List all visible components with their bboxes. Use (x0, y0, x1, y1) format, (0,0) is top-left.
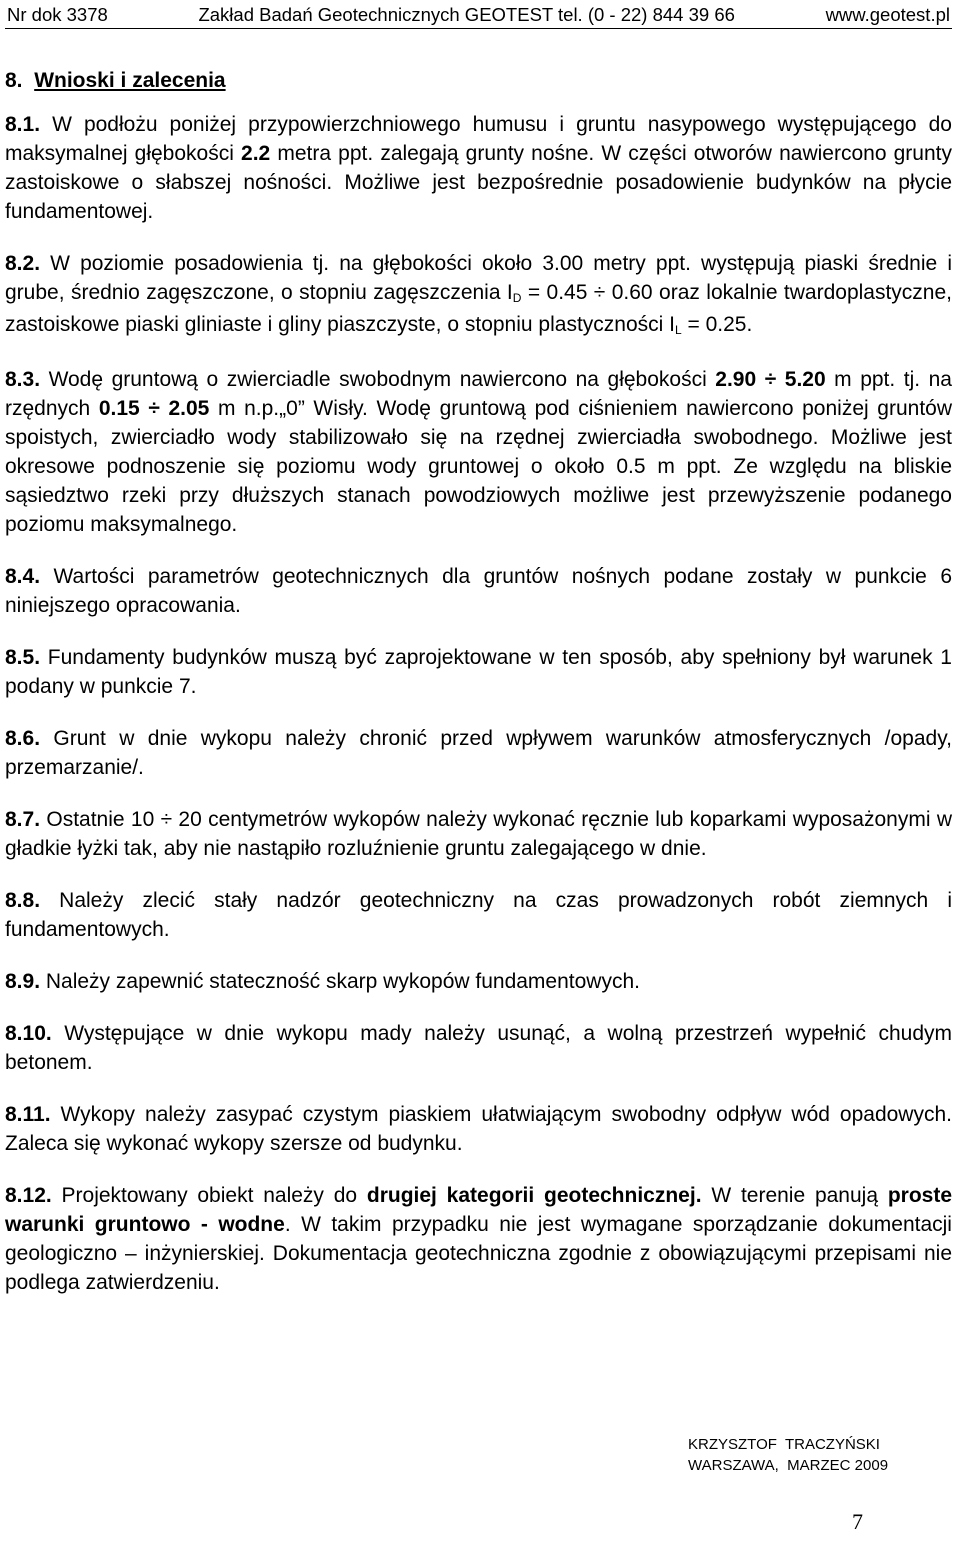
signature-name: KRZYSZTOF TRACZYŃSKI (688, 1436, 880, 1453)
paragraph-8-4 (5, 562, 952, 620)
paragraph-number: 8.12. (5, 1184, 52, 1207)
paragraph-text: Wartości parametrów geotechnicznych dla gruntów nośnych podane zostały w punkcie 6 niniejszego opracowania. (5, 565, 952, 617)
subscript-l: L (674, 323, 682, 337)
paragraph-text: Ostatnie 10 ÷ 20 centymetrów wykopów należy wykonać ręcznie lub koparkami wyposażonymi w gładkie łyżki tak, aby nie nastąpiło rozluźnienie gruntu zalegającego w dnie. (5, 808, 952, 860)
signature-place-date: WARSZAWA, MARZEC 2009 (688, 1457, 889, 1474)
paragraph-8-5 (5, 643, 952, 701)
section-number: 8. (5, 69, 23, 92)
paragraph-bold-text: 2.90 ÷ 5.20 (715, 368, 826, 391)
paragraph-number: 8.8. (5, 889, 41, 912)
paragraph-8-10 (5, 1019, 952, 1077)
page-header (5, 1, 952, 29)
paragraph-text: Należy zlecić stały nadzór geotechniczny na czas prowadzonych robót ziemnych i fundamentowych. (5, 889, 952, 941)
paragraph-number: 8.10. (5, 1022, 52, 1045)
paragraph-text: Projektowany obiekt należy do (51, 1184, 367, 1207)
paragraph-text: Wykopy należy zasypać czystym piaskiem ułatwiającym swobodny odpływ wód opadowych. Zaleca się wykonać wykopy szersze od budynku. (5, 1103, 952, 1155)
paragraph-8-12 (5, 1181, 952, 1297)
section-title (5, 66, 952, 96)
paragraph-8-1 (5, 110, 952, 226)
paragraph-text: W terenie panują (701, 1184, 888, 1207)
page-number: 7 (852, 1509, 863, 1534)
paragraph-text: W podłożu poniżej przypowierzchniowego humusu i gruntu nasypowego występującego do maksymalnej głębokości (5, 113, 952, 165)
paragraph-8-7 (5, 805, 952, 863)
paragraph-number: 8.4. (5, 565, 41, 588)
paragraph-text: = 0.25. (681, 313, 753, 336)
paragraph-bold-text: 0.15 ÷ 2.05 (98, 397, 210, 420)
paragraph-number: 8.3. (5, 368, 41, 391)
paragraph-number: 8.6. (5, 727, 41, 750)
paragraph-text: = 0.45 ÷ 0.60 oraz lokalnie twardoplastyczne, zastoiskowe piaski gliniaste i gliny piaszczyste, o stopniu plastyczności I (5, 281, 952, 336)
paragraph-text: Należy zapewnić stateczność skarp wykopów fundamentowych. (40, 970, 640, 993)
section-title-text: Wnioski i zalecenia (34, 69, 226, 92)
paragraph-8-8 (5, 886, 952, 944)
paragraph-text: Wodę gruntową o zwierciadle swobodnym nawiercono na głębokości (40, 368, 716, 391)
paragraph-text: m n.p.„0” Wisły. Wodę gruntową pod ciśnieniem nawiercono poniżej gruntów spoistych, zwierciadło wody stabilizowało się na rzędnej zwierciadła swobodnego. Możliwe jest okresowe podnoszenie się poziomu wody gruntowej o około 0.5 m ppt. Ze względu na bliskie sąsiedztwo rzeki przy dłuższych stanach powodziowych możliwe jest przewyższenie podanego poziomu maksymalnego. (5, 397, 952, 536)
paragraph-8-9 (5, 967, 952, 996)
paragraph-8-3 (5, 365, 952, 539)
paragraph-number: 8.11. (5, 1103, 51, 1126)
paragraph-number: 8.1. (5, 113, 41, 136)
paragraph-number: 8.2. (5, 252, 41, 275)
header-doc-number: Nr dok 3378 (7, 3, 108, 25)
paragraph-text: Fundamenty budynków muszą być zaprojektowane w ten sposób, aby spełniony był warunek 1 podany w punkcie 7. (5, 646, 952, 698)
paragraph-number: 8.5. (5, 646, 41, 669)
paragraph-text: m ppt. tj. na rzędnych (5, 368, 952, 420)
paragraph-number: 8.7. (5, 808, 41, 831)
paragraph-bold-text: drugiej kategorii geotechnicznej. (366, 1184, 702, 1207)
subscript-d: D (512, 291, 522, 305)
paragraph-text: . W takim przypadku nie jest wymagane sporządzanie dokumentacji geologiczno – inżynierskiej. Dokumentacja geotechniczna zgodnie z obowiązującymi przepisami nie podlega zatwierdzeniu. (5, 1213, 952, 1294)
signature-block (688, 1434, 888, 1476)
paragraph-text: Grunt w dnie wykopu należy chronić przed wpływem warunków atmosferycznych /opady, przemarzanie/. (5, 727, 952, 779)
header-company: Zakład Badań Geotechnicznych GEOTEST tel. (0 - 22) 844 39 66 (198, 3, 735, 25)
paragraph-8-6 (5, 724, 952, 782)
paragraph-text: metra ppt. zalegają grunty nośne. W części otworów nawiercono grunty zastoiskowe o słabszej nośności. Możliwe jest bezpośrednie posadowienie budynków na płycie fundamentowej. (5, 142, 952, 223)
document-body (5, 66, 952, 1320)
header-website: www.geotest.pl (825, 3, 950, 25)
paragraph-bold-text: 2.2 (241, 142, 271, 165)
paragraph-bold-text: proste warunki gruntowo - wodne (5, 1184, 952, 1236)
paragraph-text: Występujące w dnie wykopu mady należy usunąć, a wolną przestrzeń wypełnić chudym betonem. (5, 1022, 952, 1074)
paragraph-8-11 (5, 1100, 952, 1158)
paragraph-8-2 (5, 249, 952, 342)
paragraph-text: W poziomie posadowienia tj. na głębokości około 3.00 metry ppt. występują piaski średnie i grube, średnio zagęszczone, o stopniu zagęszczenia I (5, 252, 952, 304)
paragraph-number: 8.9. (5, 970, 41, 993)
